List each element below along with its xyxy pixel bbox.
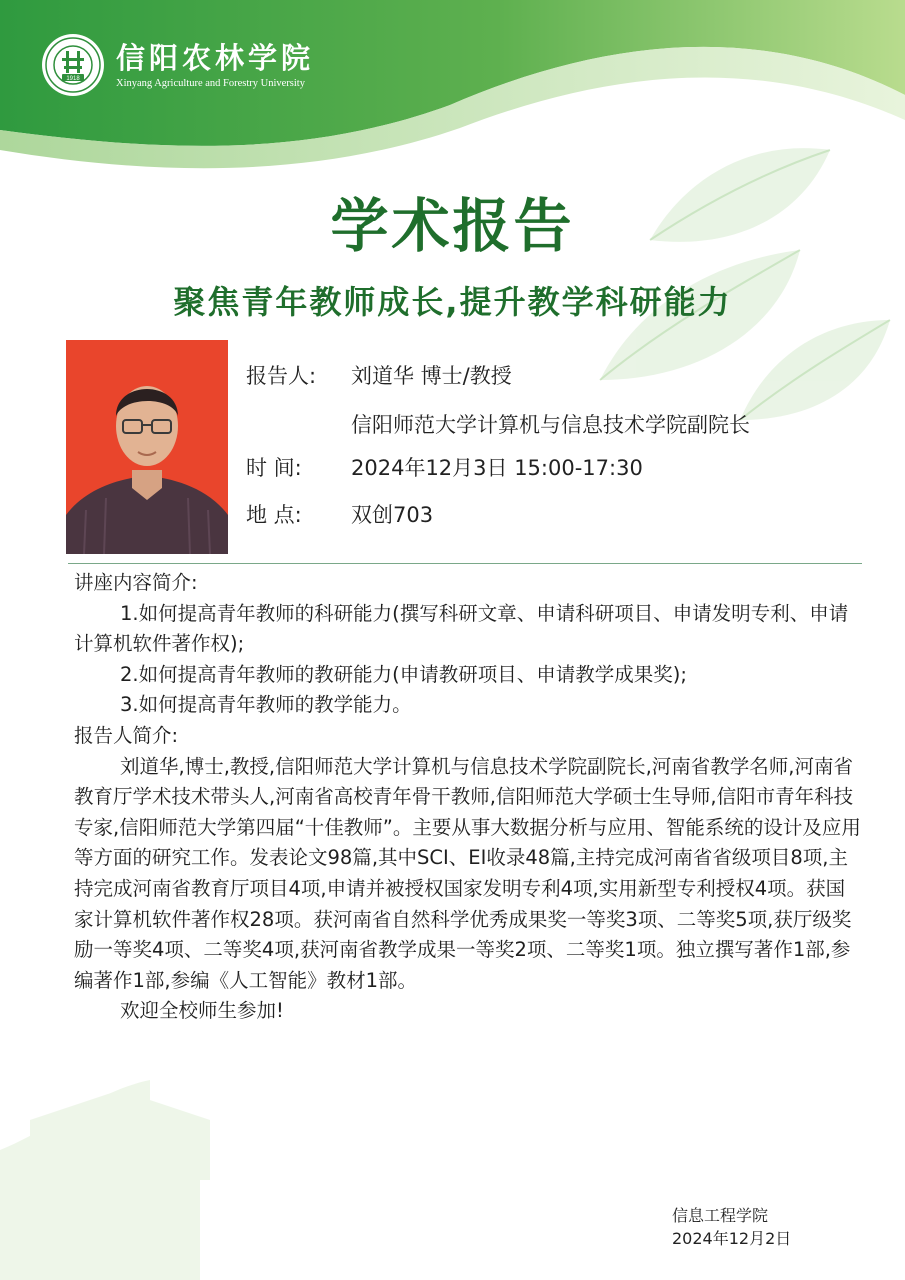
- university-seal-icon: [40, 32, 106, 98]
- poster-subtitle: 聚焦青年教师成长,提升教学科研能力: [173, 283, 732, 321]
- place-value: 双创703: [351, 503, 434, 527]
- place-row: [246, 499, 433, 531]
- lecture-item-2: 2.如何提高青年教师的教研能力(申请教研项目、申请教学成果奖);: [120, 662, 687, 686]
- speaker-title: 信阳师范大学计算机与信息技术学院副院长: [351, 413, 750, 437]
- poster-title: 学术报告: [330, 192, 575, 260]
- university-logo: [40, 32, 314, 98]
- seal-year: 1918: [66, 76, 80, 82]
- speaker-value: 刘道华 博士/教授: [351, 364, 512, 388]
- speaker-row: [246, 360, 512, 392]
- lecture-item-1: 1.如何提高青年教师的科研能力(撰写科研文章、申请科研项目、申请发明专利、申请计算机软件著作权);: [74, 601, 849, 656]
- speaker-photo: [66, 340, 228, 554]
- time-value: 2024年12月3日 15:00-17:30: [351, 456, 643, 480]
- lecture-item-3: 3.如何提高青年教师的教学能力。: [120, 693, 412, 717]
- organizer-name: 信息工程学院: [672, 1206, 769, 1225]
- university-name: [116, 41, 314, 90]
- place-label: 地 点:: [246, 503, 302, 527]
- speaker-bio-text: 刘道华,博士,教授,信阳师范大学计算机与信息技术学院副院长,河南省教学名师,河南省教育厅学术技术带头人,河南省高校青年骨干教师,信阳师范大学硕士生导师,信阳市青年科技专家,信阳师范大学第四届“十佳教师”。主要从事大数据分析与应用、智能系统的设计及应用等方面的研究工作。发表论文98篇,其中SCI、EI收录48篇,主持完成河南省省级项目8项,主持完成河南省教育厅项目4项,申请并被授权国家发明专利4项,实用新型专利授权4项。获国家计算机软件著作权28项。获河南省自然科学优秀成果奖一等奖3项、二等奖5项,获厅级奖励一等奖4项、二等奖4项,获河南省教学成果一等奖2项、二等奖1项。独立撰写著作1部,参编著作1部,参编《人工智能》教材1部。: [74, 754, 861, 992]
- section-divider: [68, 563, 862, 564]
- poster-body: [74, 568, 864, 1027]
- speaker-bio-heading: 报告人简介:: [74, 723, 179, 747]
- speaker-label: 报告人:: [246, 364, 317, 388]
- university-name-cn: 信阳农林学院: [116, 40, 315, 75]
- time-label: 时 间:: [246, 456, 302, 480]
- university-name-en: Xinyang Agriculture and Forestry University: [116, 77, 305, 89]
- issue-date: 2024年12月2日: [672, 1229, 792, 1248]
- welcome-text: 欢迎全校师生参加!: [120, 999, 284, 1023]
- poster-footer: [672, 1204, 791, 1250]
- lecture-content-heading: 讲座内容简介:: [74, 571, 198, 594]
- time-row: [246, 452, 643, 484]
